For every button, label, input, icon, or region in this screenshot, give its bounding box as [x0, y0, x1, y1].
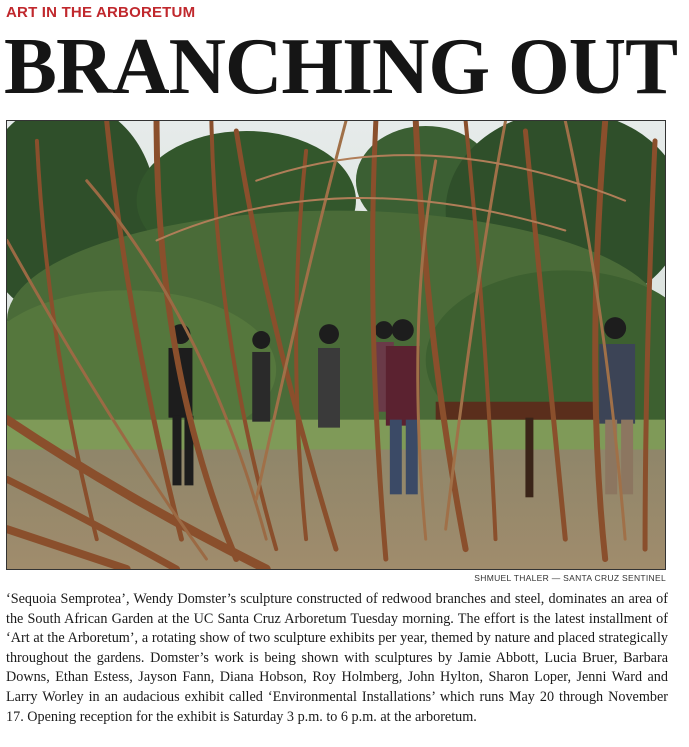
- photo-credit: SHMUEL THALER — SANTA CRUZ SENTINEL: [474, 573, 666, 583]
- photo: [6, 120, 666, 570]
- photo-caption: ‘Sequoia Semprotea’, Wendy Domster’s sculpture constructed of redwood branches and steel, dominates an area of the South African Garden at the UC Santa Cruz Arboretum Tuesday morning. The effort is the latest installment of ‘Art at the Arboretum’, a rotating show of two sculpture exhibits per year, themed by nature and placed strategically throughout the gardens. Domster’s work is being shown with sculptures by Jamie Abbott, Lucia Bruer, Barbara Downs, Ethan Estess, Jayson Fann, Diana Hobson, Roy Holmberg, John Hylton, Sharon Loper, Jenni Ward and Larry Worley in an audacious exhibit called ‘Environmental Installations’ which runs May 20 through November 17. Opening reception for the exhibit is Saturday 3 p.m. to 6 p.m. at the arboretum.: [6, 591, 668, 725]
- section-kicker: ART IN THE ARBORETUM: [6, 4, 196, 21]
- sculpture-photo-illustration: [7, 121, 665, 569]
- headline: BRANCHING OUT: [4, 21, 678, 111]
